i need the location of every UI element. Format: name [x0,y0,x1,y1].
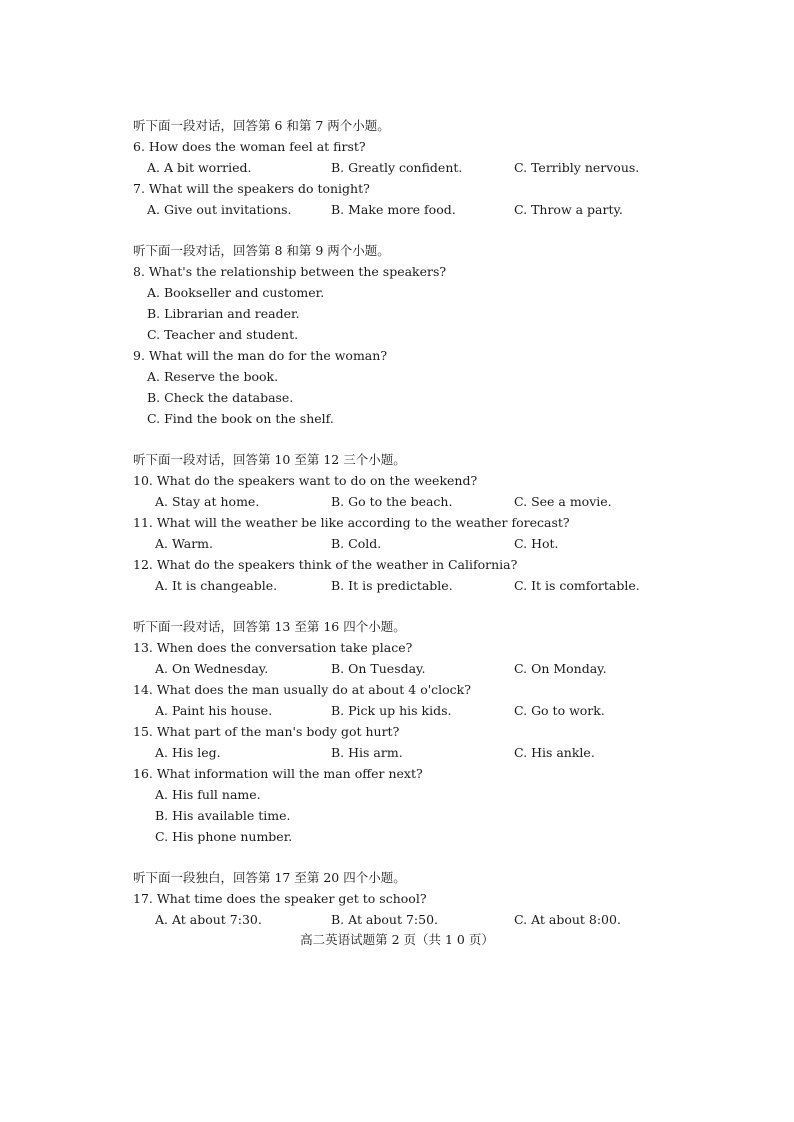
option-a: A. Give out invitations. [147,202,292,217]
question-stem: 15. What part of the man's body got hurt? [133,724,400,739]
option-b: B. Librarian and reader. [147,306,300,321]
question-stem: 7. What will the speakers do tonight? [133,181,370,196]
option-b: B. Greatly confident. [331,160,463,175]
option-c: C. Hot. [514,536,559,551]
question-stem: 13. When does the conversation take place? [133,640,413,655]
option-c: C. Throw a party. [514,202,623,217]
question-stem: 10. What do the speakers want to do on the weekend? [133,473,478,488]
section-header: 听下面一段对话，回答第 10 至第 12 三个小题。 [133,452,406,467]
section-header: 听下面一段对话，回答第 6 和第 7 两个小题。 [133,118,390,133]
option-a: A. On Wednesday. [155,661,269,676]
option-b: B. At about 7:50. [331,912,439,927]
option-a: A. A bit worried. [147,160,252,175]
option-c: C. His phone number. [155,829,293,844]
question-stem: 14. What does the man usually do at about 4 o'clock? [133,682,471,697]
question-stem: 6. How does the woman feel at first? [133,139,366,154]
page-footer: 高二英语试题第 2 页（共 1 0 页） [300,932,494,947]
option-b: B. His arm. [331,745,403,760]
option-b: B. On Tuesday. [331,661,426,676]
option-b: B. Cold. [331,536,382,551]
option-b: B. Go to the beach. [331,494,453,509]
option-a: A. His leg. [155,745,221,760]
option-b: B. Pick up his kids. [331,703,452,718]
section-header: 听下面一段独白，回答第 17 至第 20 四个小题。 [133,870,406,885]
option-a: A. Stay at home. [155,494,260,509]
section-header: 听下面一段对话，回答第 13 至第 16 四个小题。 [133,619,406,634]
option-a: A. His full name. [155,787,261,802]
option-c: C. See a movie. [514,494,612,509]
option-a: A. Warm. [155,536,213,551]
option-b: B. It is predictable. [331,578,453,593]
option-c: C. His ankle. [514,745,595,760]
question-stem: 11. What will the weather be like according to the weather forecast? [133,515,570,530]
option-c: C. Go to work. [514,703,605,718]
section-header: 听下面一段对话，回答第 8 和第 9 两个小题。 [133,243,390,258]
option-a: A. It is changeable. [155,578,278,593]
option-c: C. Find the book on the shelf. [147,411,334,426]
option-c: C. Terribly nervous. [514,160,640,175]
question-stem: 8. What's the relationship between the speakers? [133,264,447,279]
option-c: C. On Monday. [514,661,607,676]
option-b: B. Check the database. [147,390,294,405]
question-stem: 9. What will the man do for the woman? [133,348,388,363]
question-stem: 17. What time does the speaker get to school? [133,891,427,906]
option-c: C. It is comfortable. [514,578,640,593]
question-stem: 16. What information will the man offer next? [133,766,423,781]
option-a: A. Paint his house. [155,703,273,718]
option-a: A. At about 7:30. [155,912,262,927]
option-b: B. Make more food. [331,202,456,217]
option-b: B. His available time. [155,808,291,823]
option-c: C. At about 8:00. [514,912,621,927]
option-c: C. Teacher and student. [147,327,299,342]
question-stem: 12. What do the speakers think of the weather in California? [133,557,518,572]
option-a: A. Bookseller and customer. [147,285,325,300]
option-a: A. Reserve the book. [147,369,279,384]
